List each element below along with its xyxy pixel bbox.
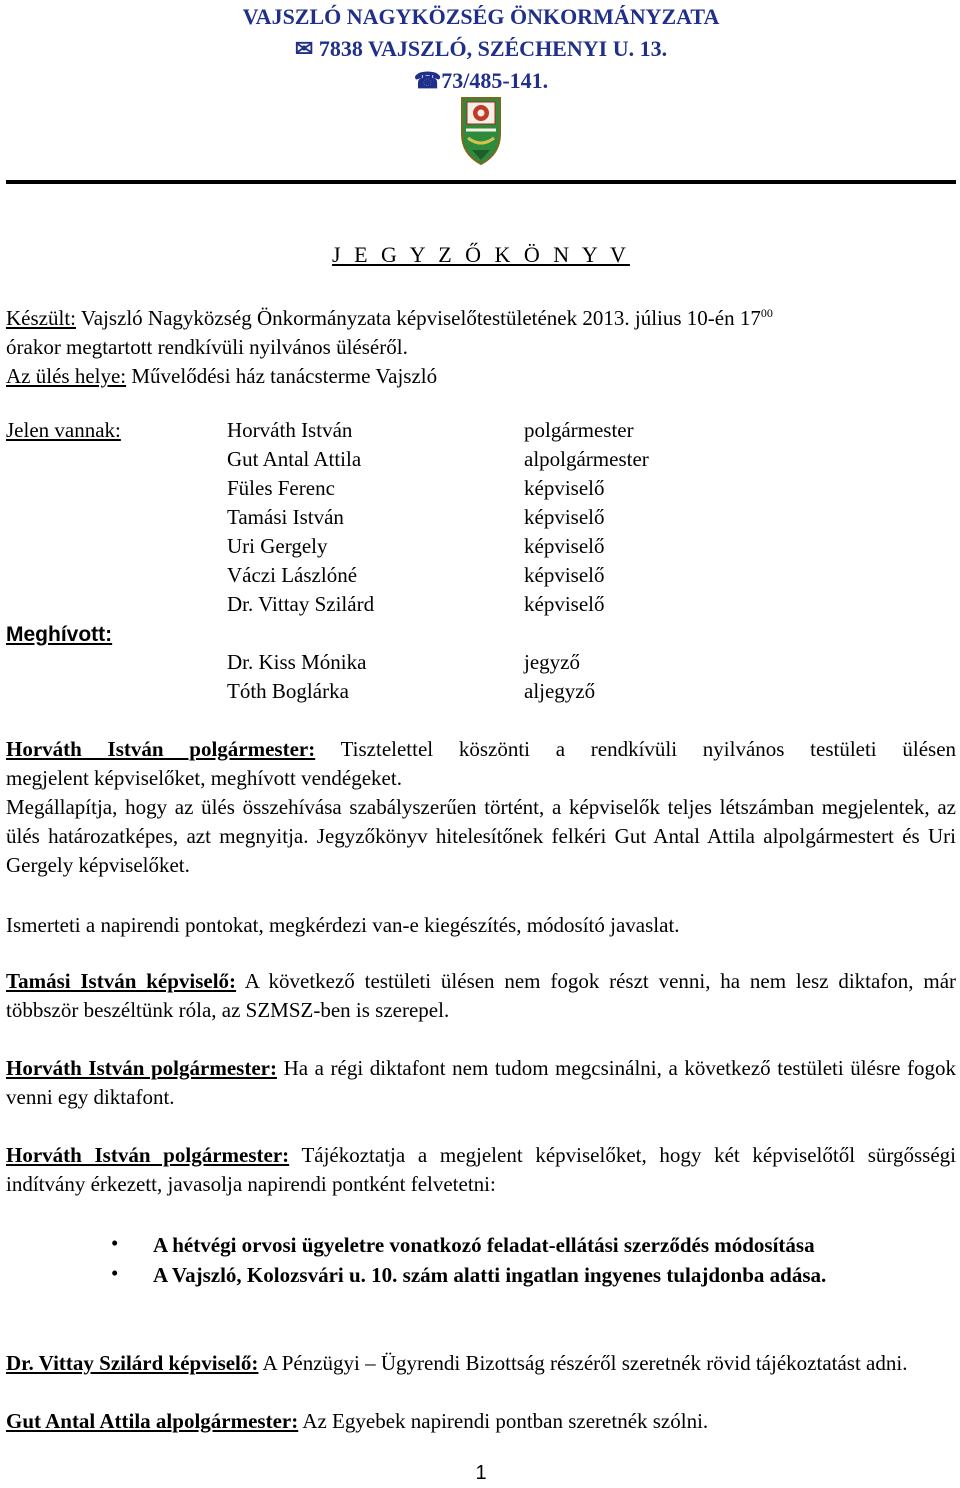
venue-text: Művelődési ház tanácsterme Vajszló	[131, 364, 438, 388]
envelope-icon: ✉	[294, 36, 314, 61]
present-names	[227, 416, 374, 619]
paragraph-agenda: Ismerteti a napirendi pontokat, megkérdezi van-e kiegészítés, módosító javaslat.	[6, 913, 680, 937]
keszult-label: Készült:	[6, 306, 76, 330]
attendee-name: Gut Antal Attila	[227, 447, 362, 471]
paragraph-opening	[6, 735, 956, 880]
attendee-role: képviselő	[524, 505, 605, 529]
attendee-name: Füles Ferenc	[227, 476, 335, 500]
attendee-role: alpolgármester	[524, 447, 649, 471]
coat-of-arms-logo	[456, 94, 506, 166]
attendee-name: Uri Gergely	[227, 534, 328, 558]
invited-roles	[524, 648, 595, 706]
header-divider	[6, 180, 956, 184]
speech-text: A Pénzügyi – Ügyrendi Bizottság részéről szeretnék rövid tájékoztatást adni.	[262, 1351, 908, 1375]
address-text: 7838 VAJSZLÓ, SZÉCHENYI U. 13.	[318, 36, 668, 61]
invited-role: jegyző	[524, 650, 580, 674]
keszult-text: Vajszló Nagyközség Önkormányzata képviselőtestületének 2013. július 10-én 17	[80, 306, 761, 330]
present-label: Jelen vannak:	[6, 418, 121, 442]
intro-block	[6, 299, 956, 391]
paragraph-gut	[6, 1407, 956, 1436]
speech-text: A következő testületi ülésen nem fogok részt venni, ha nem lesz diktafon, már többször beszéltünk róla, az SZMSZ-ben is szerepel.	[6, 969, 957, 1022]
paragraph-horvath-3	[6, 1141, 956, 1199]
venue-label: Az ülés helye:	[6, 364, 127, 388]
attendee-name: Dr. Vittay Szilárd	[227, 592, 375, 616]
attendee-name: Tamási István	[227, 505, 344, 529]
attendee-role: képviselő	[524, 563, 605, 587]
invited-names	[227, 648, 366, 706]
document-title: J E G Y Z Ő K Ö N Y V	[332, 242, 630, 267]
speaker-label: Gut Antal Attila alpolgármester:	[6, 1409, 299, 1433]
speech-text: Tisztelettel köszönti a rendkívüli nyilvános testületi ülésen	[340, 737, 957, 761]
opening-line-1	[6, 735, 956, 764]
attendee-name: Horváth István	[227, 418, 353, 442]
telephone-icon: ☎	[413, 68, 442, 93]
paragraph-vittay	[6, 1349, 956, 1378]
speaker-label: Horváth István polgármester:	[6, 737, 316, 761]
paragraph-tamasi	[6, 967, 956, 1025]
invited-name: Tóth Boglárka	[227, 679, 349, 703]
bullet-icon: •	[111, 1261, 119, 1285]
org-name: VAJSZLÓ NAGYKÖZSÉG ÖNKORMÁNYZATA	[242, 4, 720, 29]
attendee-role: képviselő	[524, 534, 605, 558]
attendee-role: polgármester	[524, 418, 634, 442]
opening-line-2: megjelent képviselőket, meghívott vendégeket.	[6, 766, 402, 790]
invited-role: aljegyző	[524, 679, 596, 703]
page-number: 1	[475, 1462, 487, 1484]
bullet-icon: •	[111, 1231, 119, 1255]
attendee-role: képviselő	[524, 592, 605, 616]
phone-text: 73/485-141.	[441, 68, 549, 93]
speaker-label: Horváth István polgármester:	[6, 1056, 277, 1080]
attendee-name: Váczi Lászlóné	[227, 563, 358, 587]
paragraph-quorum: Megállapítja, hogy az ülés összehívása szabályszerűen történt, a képviselők teljes létszámban megjelentek, az ülés határozatképes, azt megnyitja. Jegyzőkönyv hitelesítőnek felkéri Gut Antal Attila alpolgármestert és Uri Gergely képviselőket.	[6, 795, 956, 877]
present-roles	[524, 416, 649, 619]
speech-text: Az Egyebek napirendi pontban szeretnék szólni.	[302, 1409, 709, 1433]
address-line	[6, 34, 956, 64]
invited-name: Dr. Kiss Mónika	[227, 650, 367, 674]
phone-line	[6, 66, 956, 96]
speaker-label: Horváth István polgármester:	[6, 1143, 290, 1167]
speech-text: Tájékoztatja a megjelent képviselőket, hogy két képviselőtől sürgősségi indítvány érkezett, javasolja napirendi pontként felvetetni:	[6, 1143, 957, 1196]
speaker-label: Tamási István képviselő:	[6, 969, 237, 993]
speaker-label: Dr. Vittay Szilárd képviselő:	[6, 1351, 259, 1375]
agenda-item: A hétvégi orvosi ügyeletre vonatkozó feladat-ellátási szerződés módosítása	[153, 1233, 815, 1257]
time-superscript: 00	[760, 306, 773, 320]
keszult-line	[6, 299, 956, 333]
keszult-line-2: órakor megtartott rendkívüli nyilvános üléséről.	[6, 335, 408, 359]
speech-text: Ha a régi diktafont nem tudom megcsinálni, a következő testületi ülésre fogok venni egy diktafont.	[6, 1056, 957, 1109]
invited-label: Meghívott:	[6, 623, 113, 646]
agenda-item: A Vajszló, Kolozsvári u. 10. szám alatti ingatlan ingyenes tulajdonba adása.	[153, 1263, 827, 1287]
venue-line	[6, 362, 956, 391]
paragraph-horvath-2	[6, 1054, 956, 1112]
attendee-role: képviselő	[524, 476, 605, 500]
